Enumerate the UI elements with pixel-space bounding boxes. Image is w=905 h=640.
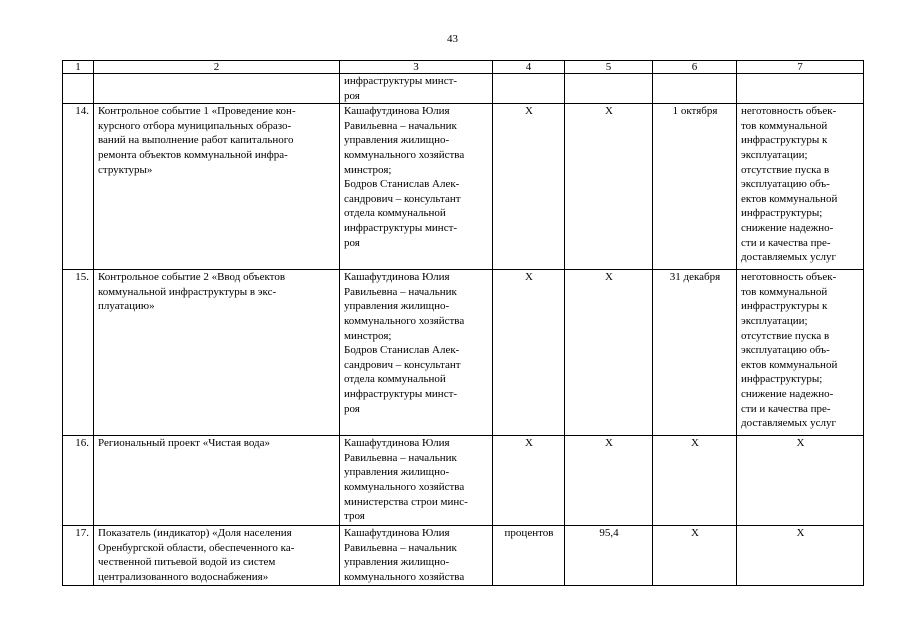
row-number: 14. (63, 104, 94, 270)
deadline: Х (653, 526, 737, 586)
event-name: Региональный проект «Чистая вода» (94, 436, 340, 526)
risks: Х (737, 436, 864, 526)
table-row (63, 436, 864, 526)
unit: процентов (493, 526, 565, 586)
unit: Х (493, 270, 565, 436)
unit (493, 74, 565, 104)
column-header: 2 (94, 61, 340, 74)
column-header: 4 (493, 61, 565, 74)
deadline (653, 74, 737, 104)
table-row (63, 104, 864, 270)
column-header: 3 (340, 61, 493, 74)
row-number: 16. (63, 436, 94, 526)
responsible-person: Кашафутдинова Юлия Равильевна – начальник управления жилищно- коммунального хозяйства (340, 526, 493, 586)
column-header: 6 (653, 61, 737, 74)
row-number: 15. (63, 270, 94, 436)
page-number: 43 (447, 33, 458, 45)
row-number (63, 74, 94, 104)
event-name: Контрольное событие 1 «Проведение кон- курсного отбора муниципальных образо- ваний на выполнение работ капитального ремонта объектов коммунальной инфра- структуры» (94, 104, 340, 270)
table-row (63, 74, 864, 104)
value (565, 74, 653, 104)
value: Х (565, 436, 653, 526)
responsible-person: инфраструктуры минст- роя (340, 74, 493, 104)
column-header: 5 (565, 61, 653, 74)
unit: Х (493, 104, 565, 270)
unit: Х (493, 436, 565, 526)
table-header-row (63, 61, 864, 74)
column-header: 7 (737, 61, 864, 74)
deadline: 1 октября (653, 104, 737, 270)
risks: Х (737, 526, 864, 586)
table-row (63, 270, 864, 436)
risks: неготовность объек- тов коммунальной инфраструктуры к эксплуатации; отсутствие пуска в эксплуатацию объ- ектов коммунальной инфраструктуры; снижение надежно- сти и качества пре- доставляемых услуг (737, 104, 864, 270)
deadline: 31 декабря (653, 270, 737, 436)
value: 95,4 (565, 526, 653, 586)
responsible-person: Кашафутдинова Юлия Равильевна – начальник управления жилищно- коммунального хозяйства минстроя; Бодров Станислав Алек- сандрович – консультант отдела коммунальной инфраструктуры минст- роя (340, 104, 493, 270)
table-row (63, 526, 864, 586)
column-header: 1 (63, 61, 94, 74)
deadline: Х (653, 436, 737, 526)
risks (737, 74, 864, 104)
event-name (94, 74, 340, 104)
event-name: Показатель (индикатор) «Доля населения Оренбургской области, обеспеченного ка- чественной питьевой водой из систем централизованного водоснабжения» (94, 526, 340, 586)
responsible-person: Кашафутдинова Юлия Равильевна – начальник управления жилищно- коммунального хозяйства минстроя; Бодров Станислав Алек- сандрович – консультант отдела коммунальной инфраструктуры минст- роя (340, 270, 493, 436)
event-name: Контрольное событие 2 «Ввод объектов коммунальной инфраструктуры в экс- плуатацию» (94, 270, 340, 436)
value: Х (565, 104, 653, 270)
responsible-person: Кашафутдинова Юлия Равильевна – начальник управления жилищно- коммунального хозяйства министерства строи минс- троя (340, 436, 493, 526)
value: Х (565, 270, 653, 436)
risks: неготовность объек- тов коммунальной инфраструктуры к эксплуатации; отсутствие пуска в эксплуатацию объ- ектов коммунальной инфраструктуры; снижение надежно- сти и качества пре- доставляемых услуг (737, 270, 864, 436)
row-number: 17. (63, 526, 94, 586)
plan-table (62, 60, 864, 586)
